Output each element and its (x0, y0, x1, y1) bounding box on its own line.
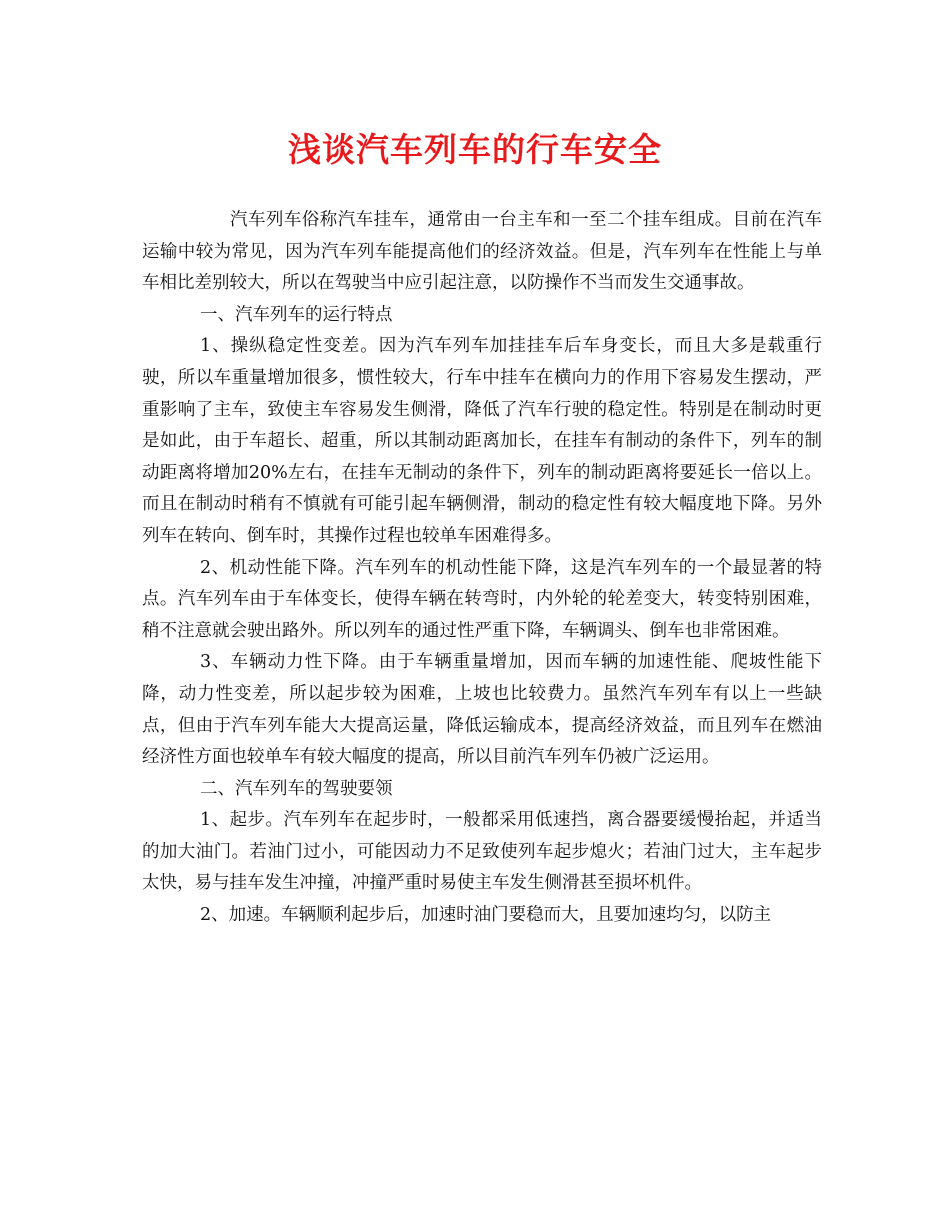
paragraph-1-1: 1、操纵稳定性变差。因为汽车列车加挂挂车后车身变长，而且大多是载重行驶，所以车重量增加很多，惯性较大，行车中挂车在横向力的作用下容易发生摆动，严重影响了主车，致使主车容易发生侧滑，降低了汽车行驶的稳定性。特别是在制动时更是如此，由于车超长、超重，所以其制动距离加长，在挂车有制动的条件下，列车的制动距离将增加20%左右，在挂车无制动的条件下，列车的制动距离将要延长一倍以上。而且在制动时稍有不慎就有可能引起车辆侧滑，制动的稳定性有较大幅度地下降。另外列车在转向、倒车时，其操作过程也较单车困难得多。 (142, 336, 822, 546)
paragraph-2-2: 2、加速。车辆顺利起步后，加速时油门要稳而大，且要加速均匀，以防主 (200, 905, 772, 926)
paragraph-2-1: 1、起步。汽车列车在起步时，一般都采用低速挡，离合器要缓慢抬起，并适当的加大油门。若油门过小，可能因动力不足致使列车起步熄火；若油门过大，主车起步太快，易与挂车发生冲撞，冲撞严重时易使主车发生侧滑甚至损坏机件。 (142, 810, 822, 894)
document-title: 浅谈汽车列车的行车安全 (288, 130, 662, 169)
document-body (142, 205, 822, 932)
paragraph-intro: 汽车列车俗称汽车挂车，通常由一台主车和一至二个挂车组成。目前在汽车运输中较为常见，因为汽车列车能提高他们的经济效益。但是，汽车列车在性能上与单车相比差别较大，所以在驾驶当中应引起注意，以防操作不当而发生交通事故。 (142, 210, 822, 294)
paragraph-1-3: 3、车辆动力性下降。由于车辆重量增加，因而车辆的加速性能、爬坡性能下降，动力性变差，所以起步较为困难，上坡也比较费力。虽然汽车列车有以上一些缺点，但由于汽车列车能大大提高运量，降低运输成本，提高经济效益，而且列车在燃油经济性方面也较单车有较大幅度的提高，所以目前汽车列车仍被广泛运用。 (142, 652, 822, 768)
paragraph-1-2: 2、机动性能下降。汽车列车的机动性能下降，这是汽车列车的一个最显著的特点。汽车列车由于车体变长，使得车辆在转弯时，内外轮的轮差变大，转变特别困难，稍不注意就会驶出路外。所以列车的通过性严重下降，车辆调头、倒车也非常困难。 (142, 557, 822, 641)
section-heading-1: 一、汽车列车的运行特点 (200, 304, 393, 325)
section-heading-2: 二、汽车列车的驾驶要领 (200, 778, 393, 799)
